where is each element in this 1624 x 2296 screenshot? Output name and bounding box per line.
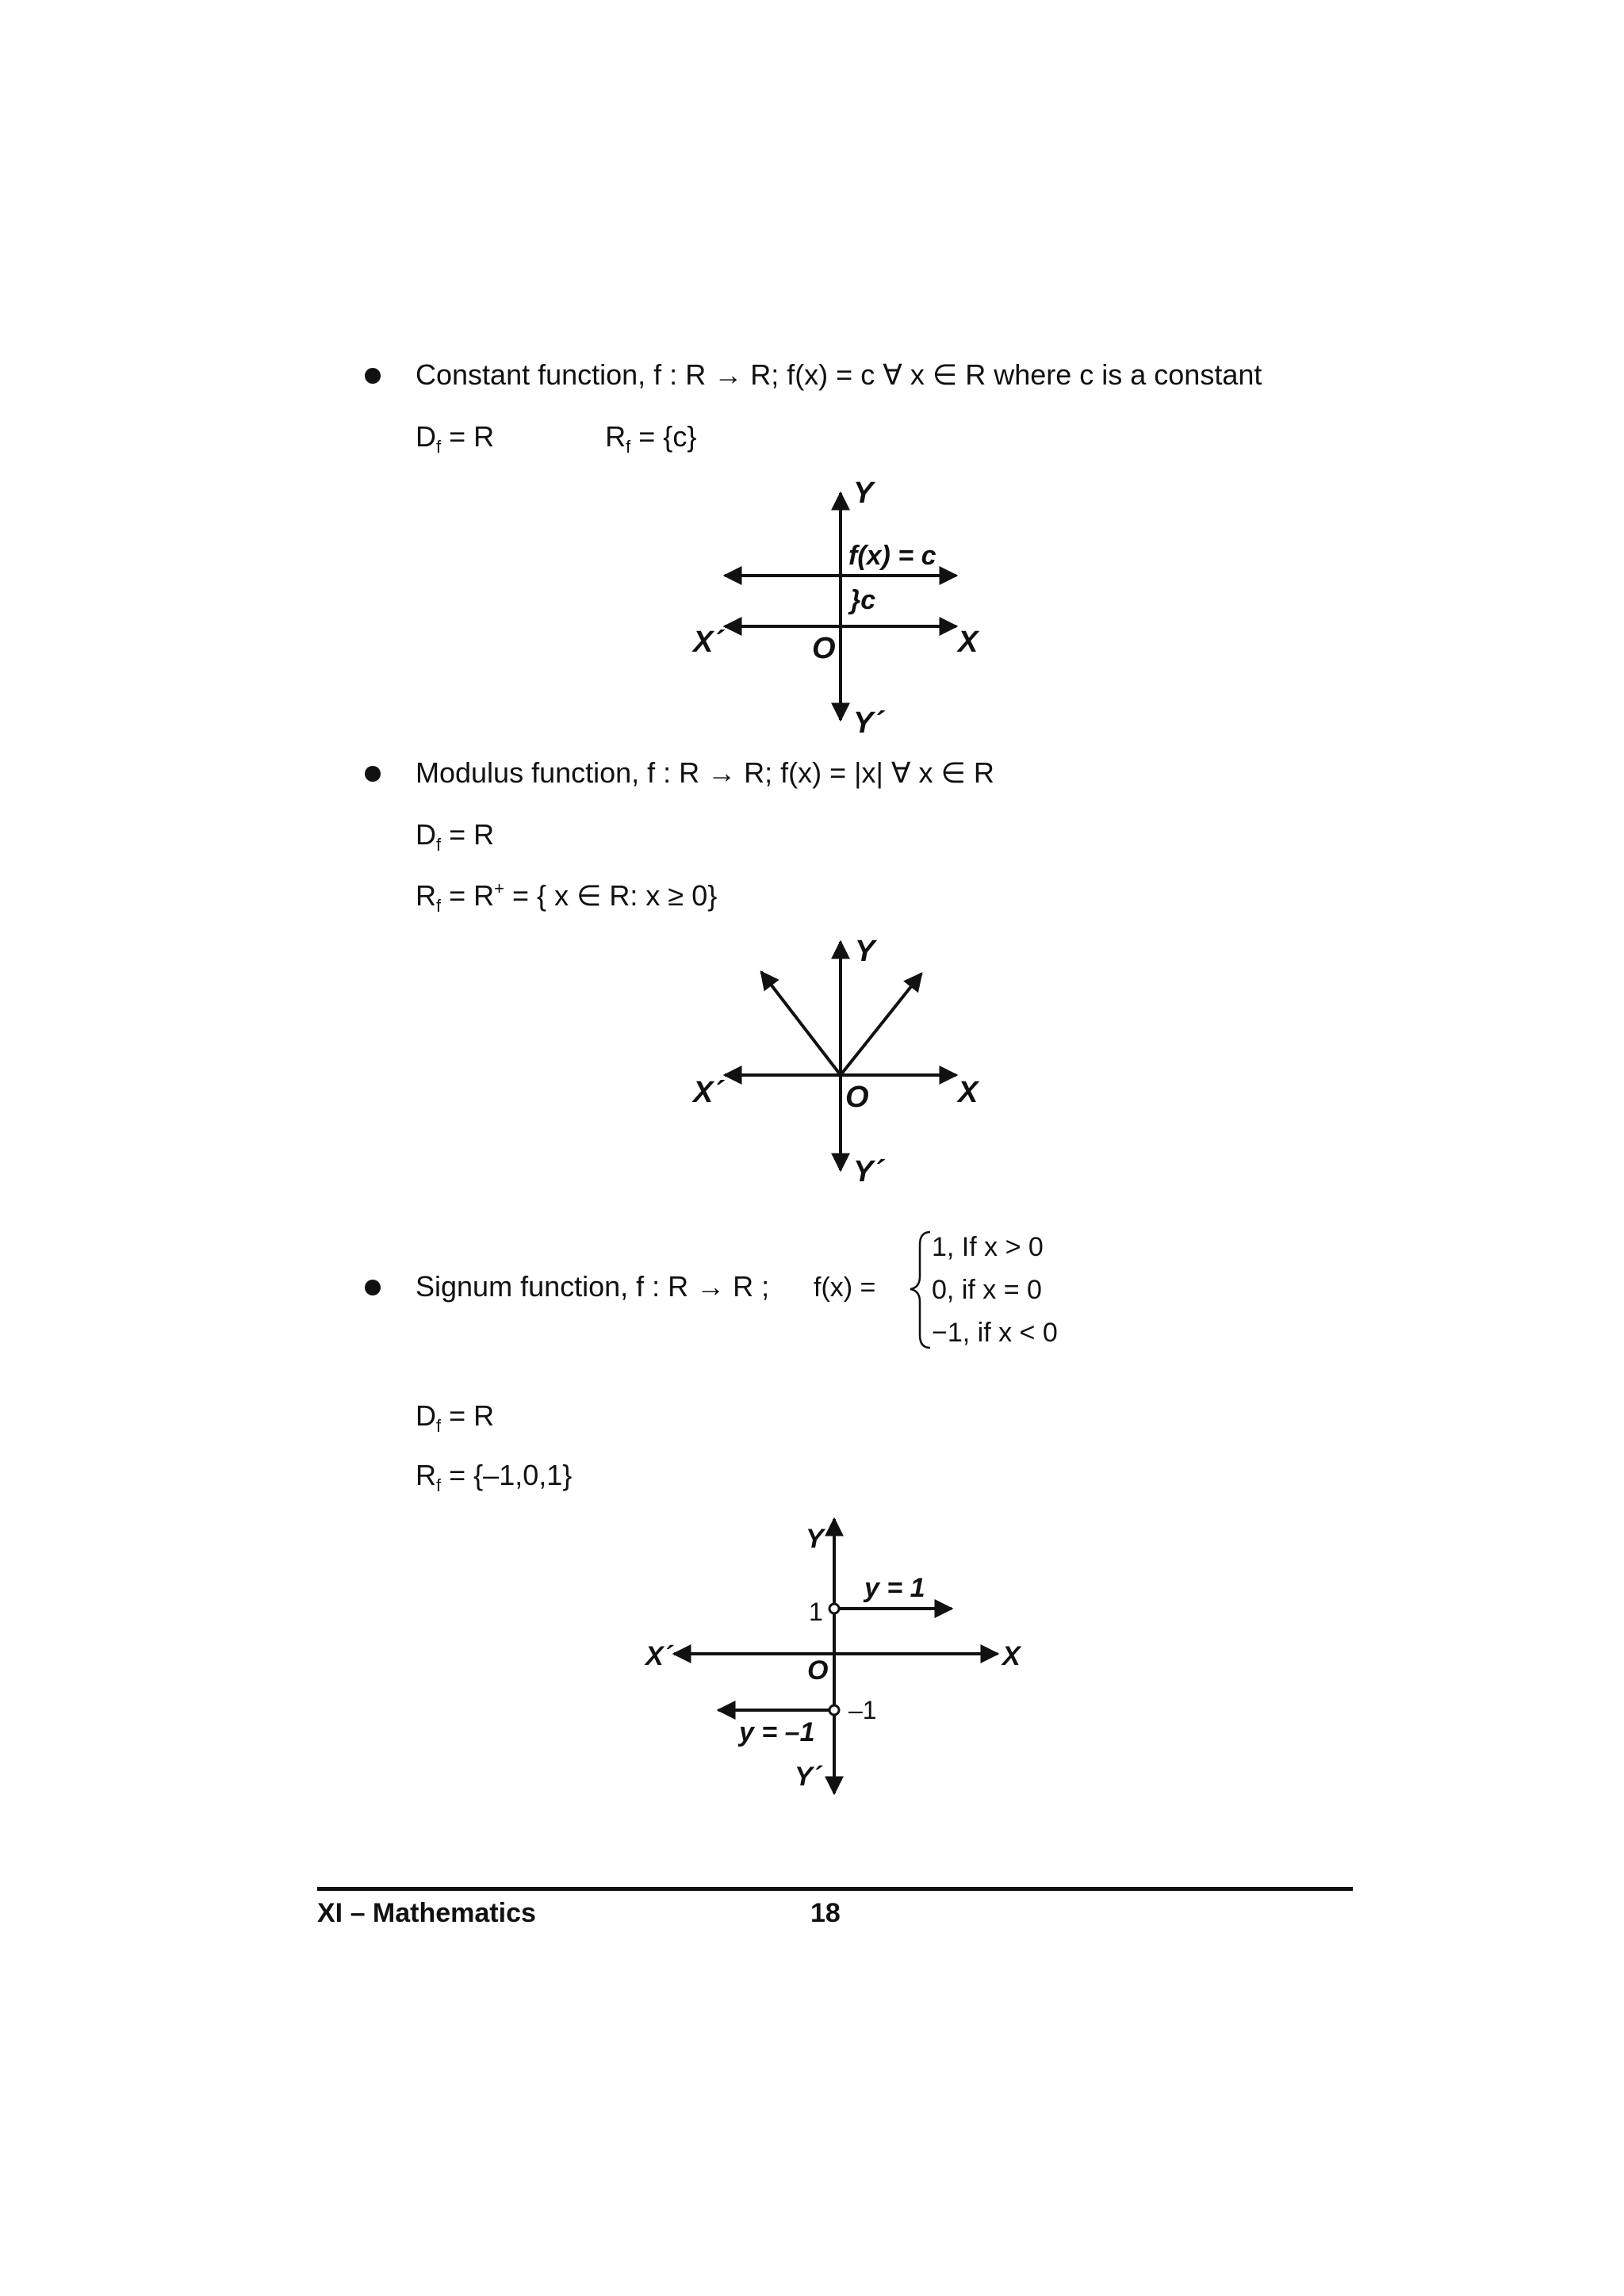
- lower-line-label: y = –1: [739, 1717, 815, 1747]
- constant-function-graph: [691, 476, 980, 740]
- range-symbol: R: [605, 420, 626, 453]
- modulus-function-graph: [691, 935, 980, 1188]
- constant-offset-label: }c: [850, 585, 876, 615]
- domain-value: = R: [441, 420, 495, 453]
- footer-book-title: XI – Mathematics: [317, 1898, 536, 1928]
- domain-symbol: D: [416, 818, 436, 851]
- range-subscript: f: [626, 437, 631, 457]
- tick-label-positive: 1: [809, 1598, 823, 1626]
- footer-rule: [317, 1887, 1353, 1891]
- upper-line-label: y = 1: [864, 1573, 925, 1603]
- range-subscript: f: [436, 896, 442, 916]
- y-axis-label: Y: [855, 935, 875, 968]
- signum-cases-brace: [910, 1232, 930, 1348]
- range-superscript: +: [494, 878, 505, 898]
- x-neg-axis-label: X´: [693, 626, 723, 659]
- modulus-function-statement: Modulus function, f : R → R; f(x) = |x| ∀ x ∈ R: [416, 756, 994, 789]
- y-neg-axis-label: Y´: [853, 706, 883, 740]
- signum-case-positive: 1, If x > 0: [932, 1232, 1044, 1262]
- range-subscript: f: [436, 1475, 442, 1495]
- y-axis-label: Y: [806, 1524, 824, 1554]
- range-symbol: R: [416, 879, 436, 912]
- signum-fx-label: f(x) =: [814, 1272, 876, 1303]
- domain-symbol: D: [416, 1399, 436, 1432]
- domain-subscript: f: [436, 437, 442, 457]
- page-number: 18: [810, 1898, 841, 1928]
- domain-subscript: f: [436, 835, 442, 855]
- domain-value: = R: [441, 818, 495, 851]
- x-axis-label: X: [1002, 1641, 1021, 1671]
- constant-function-statement: Constant function, f : R → R; f(x) = c ∀ x ∈ R where c is a constant: [416, 358, 1262, 391]
- x-neg-axis-label: X´: [645, 1641, 672, 1671]
- range-symbol: R: [416, 1459, 436, 1491]
- y-neg-axis-label: Y´: [795, 1762, 822, 1792]
- origin-label: O: [812, 632, 836, 665]
- origin-label: O: [807, 1655, 829, 1686]
- origin-label: O: [845, 1081, 869, 1114]
- y-neg-axis-label: Y´: [853, 1155, 883, 1188]
- x-axis-label: X: [958, 1076, 979, 1109]
- tick-label-negative: –1: [848, 1696, 877, 1724]
- range-value: = {c}: [630, 420, 697, 453]
- range-value: = {–1,0,1}: [441, 1459, 573, 1491]
- domain-subscript: f: [436, 1416, 442, 1436]
- signum-case-zero: 0, if x = 0: [932, 1275, 1042, 1305]
- range-value-a: = R: [441, 879, 495, 912]
- range-value-b: = { x ∈ R: x ≥ 0}: [504, 879, 718, 912]
- constant-line-label: f(x) = c: [848, 541, 936, 571]
- modulus-right-ray: [841, 974, 921, 1075]
- open-point-upper: [829, 1604, 839, 1613]
- domain-symbol: D: [416, 420, 436, 453]
- signum-case-negative: −1, if x < 0: [932, 1318, 1058, 1348]
- y-axis-label: Y: [853, 476, 874, 510]
- open-point-lower: [829, 1705, 839, 1715]
- x-neg-axis-label: X´: [693, 1076, 723, 1109]
- modulus-left-ray: [761, 972, 841, 1075]
- x-axis-label: X: [958, 626, 979, 659]
- domain-value: = R: [441, 1399, 495, 1432]
- signum-function-statement: Signum function, f : R → R ;: [416, 1270, 770, 1303]
- signum-function-graph: [644, 1519, 1022, 1793]
